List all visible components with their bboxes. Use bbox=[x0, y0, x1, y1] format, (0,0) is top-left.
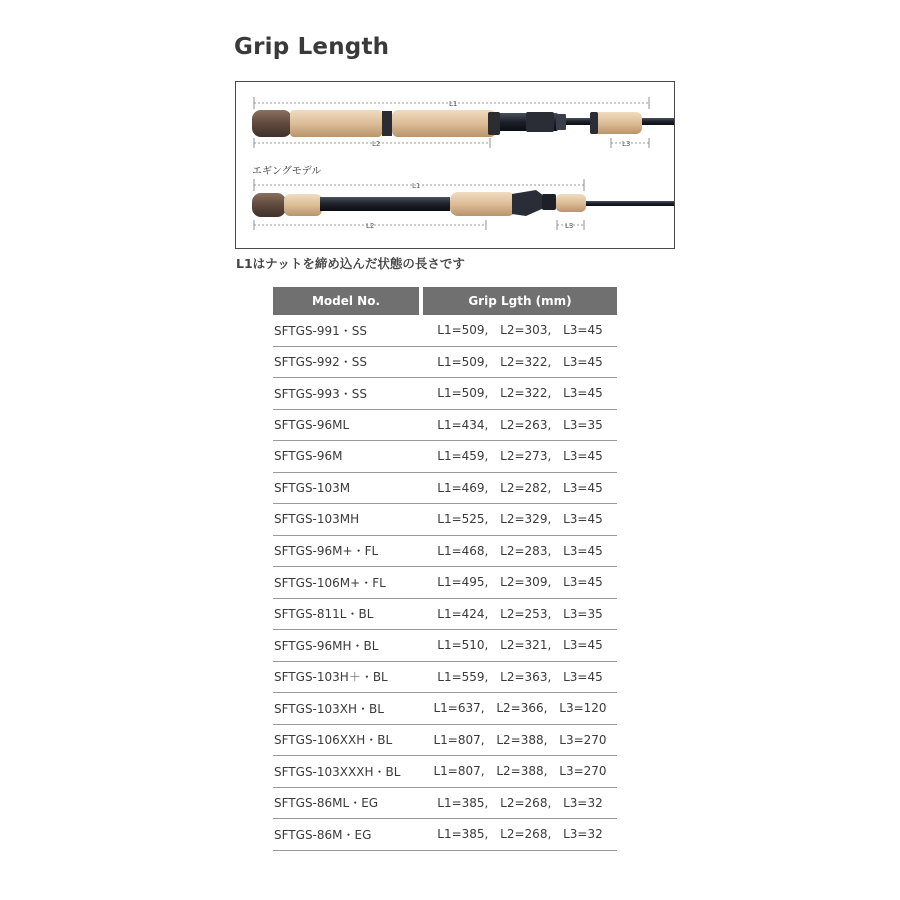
grip-length-cell: L1=637, L2=366, L3=120 bbox=[423, 693, 617, 725]
grip-length-cell: L1=469, L2=282, L3=45 bbox=[423, 473, 617, 505]
model-cell: SFTGS-86ML・EG bbox=[273, 788, 419, 820]
page-title: Grip Length bbox=[234, 34, 390, 60]
table-row bbox=[273, 662, 617, 694]
table-row bbox=[273, 599, 617, 631]
l1-note: L1はナットを締め込んだ状態の長さです bbox=[236, 256, 465, 271]
top-l2-label: L2 bbox=[372, 140, 381, 148]
table-row bbox=[273, 315, 617, 347]
model-cell: SFTGS-103M bbox=[273, 473, 419, 505]
model-cell: SFTGS-811L・BL bbox=[273, 599, 419, 631]
model-cell: SFTGS-96MH・BL bbox=[273, 630, 419, 662]
grip-length-table bbox=[273, 287, 617, 851]
model-cell: SFTGS-96M+・FL bbox=[273, 536, 419, 568]
eging-model-label: エギングモデル bbox=[252, 166, 322, 177]
table-row bbox=[273, 567, 617, 599]
model-cell: SFTGS-991・SS bbox=[273, 315, 419, 347]
grip-length-cell: L1=509, L2=322, L3=45 bbox=[423, 378, 617, 410]
rod-diagram-svg bbox=[236, 82, 674, 248]
table-row bbox=[273, 725, 617, 757]
table-row bbox=[273, 504, 617, 536]
table-row bbox=[273, 788, 617, 820]
grip-length-cell: L1=468, L2=283, L3=45 bbox=[423, 536, 617, 568]
model-cell: SFTGS-992・SS bbox=[273, 347, 419, 379]
header-model-no: Model No. bbox=[273, 287, 419, 315]
model-cell: SFTGS-86M・EG bbox=[273, 819, 419, 851]
model-cell: SFTGS-103XH・BL bbox=[273, 693, 419, 725]
bottom-l2-label: L2 bbox=[366, 222, 375, 230]
table-row bbox=[273, 756, 617, 788]
model-cell: SFTGS-103XXXH・BL bbox=[273, 756, 419, 788]
grip-length-cell: L1=509, L2=322, L3=45 bbox=[423, 347, 617, 379]
grip-length-cell: L1=459, L2=273, L3=45 bbox=[423, 441, 617, 473]
top-l3-label: L3 bbox=[622, 140, 631, 148]
table-row bbox=[273, 630, 617, 662]
grip-length-cell: L1=434, L2=263, L3=35 bbox=[423, 410, 617, 442]
table-row bbox=[273, 693, 617, 725]
grip-length-cell: L1=525, L2=329, L3=45 bbox=[423, 504, 617, 536]
table-row bbox=[273, 347, 617, 379]
bottom-l1-label: L1 bbox=[412, 182, 421, 190]
model-cell: SFTGS-103MH bbox=[273, 504, 419, 536]
grip-length-cell: L1=424, L2=253, L3=35 bbox=[423, 599, 617, 631]
table-body bbox=[273, 315, 617, 851]
model-cell: SFTGS-103H＋・BL bbox=[273, 662, 419, 694]
bottom-l3-label: L3 bbox=[565, 222, 574, 230]
header-grip-length: Grip Lgth (mm) bbox=[423, 287, 617, 315]
grip-length-cell: L1=495, L2=309, L3=45 bbox=[423, 567, 617, 599]
model-cell: SFTGS-96ML bbox=[273, 410, 419, 442]
table-header-row bbox=[273, 287, 617, 315]
grip-length-cell: L1=510, L2=321, L3=45 bbox=[423, 630, 617, 662]
table-row bbox=[273, 536, 617, 568]
table-row bbox=[273, 378, 617, 410]
model-cell: SFTGS-96M bbox=[273, 441, 419, 473]
table-row bbox=[273, 819, 617, 851]
grip-length-cell: L1=509, L2=303, L3=45 bbox=[423, 315, 617, 347]
grip-length-cell: L1=385, L2=268, L3=32 bbox=[423, 819, 617, 851]
grip-length-cell: L1=807, L2=388, L3=270 bbox=[423, 725, 617, 757]
bottom-rod bbox=[252, 179, 674, 230]
top-rod bbox=[252, 97, 674, 148]
grip-diagram bbox=[235, 81, 675, 249]
table-row bbox=[273, 441, 617, 473]
table-row bbox=[273, 473, 617, 505]
grip-length-cell: L1=559, L2=363, L3=45 bbox=[423, 662, 617, 694]
grip-length-cell: L1=807, L2=388, L3=270 bbox=[423, 756, 617, 788]
top-l1-label: L1 bbox=[449, 100, 458, 108]
table-row bbox=[273, 410, 617, 442]
model-cell: SFTGS-106XXH・BL bbox=[273, 725, 419, 757]
model-cell: SFTGS-993・SS bbox=[273, 378, 419, 410]
model-cell: SFTGS-106M+・FL bbox=[273, 567, 419, 599]
grip-length-cell: L1=385, L2=268, L3=32 bbox=[423, 788, 617, 820]
